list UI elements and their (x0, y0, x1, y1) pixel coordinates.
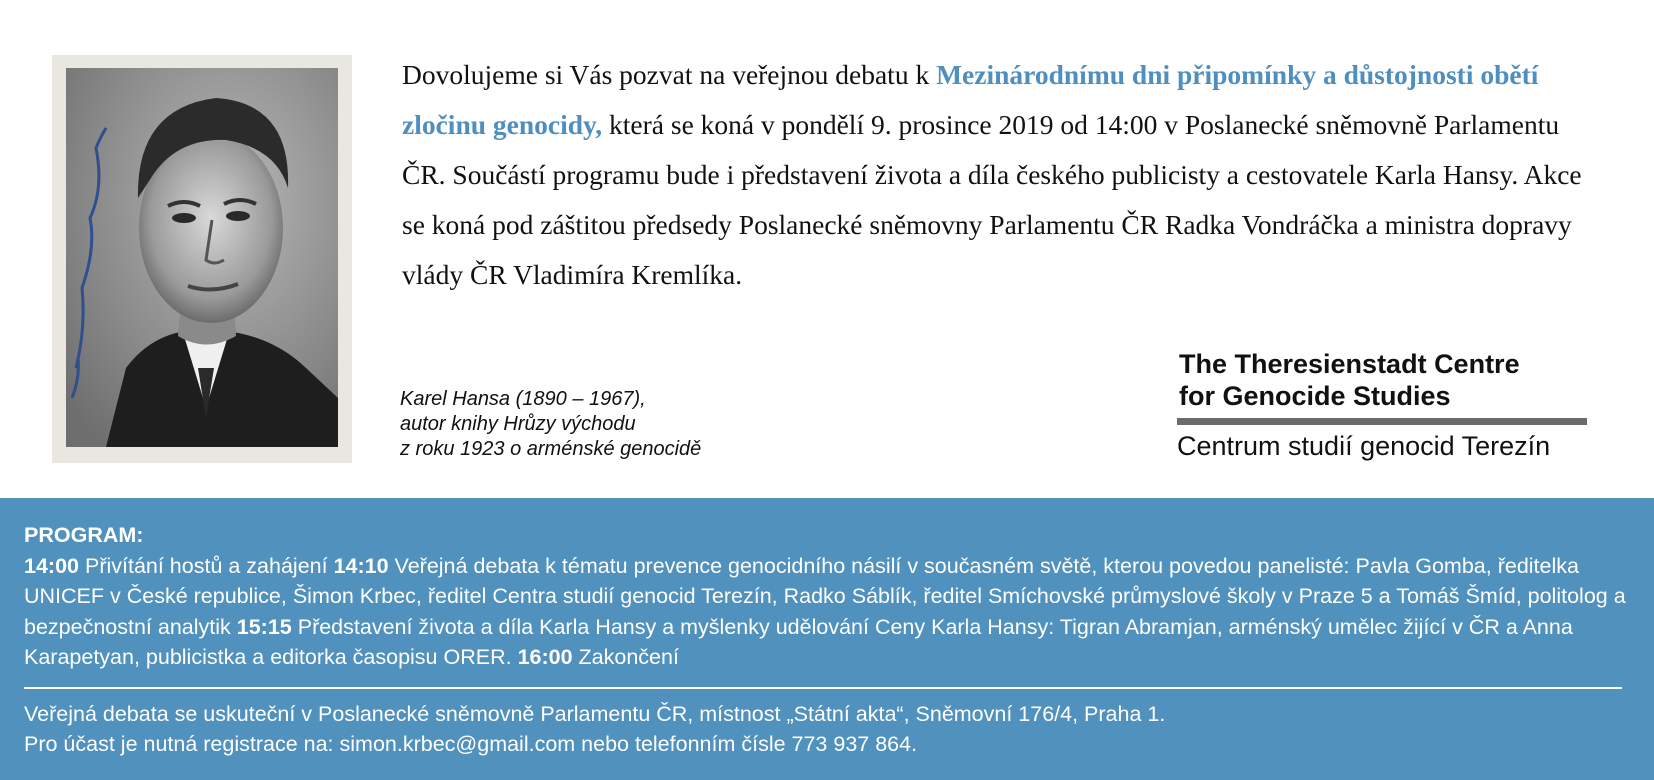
item-1: Přivítání hostů a zahájení (79, 553, 334, 578)
event-highlight: Mezinárodnímu dni připomínky a důstojnosti obětí zločinu genocidy, (402, 59, 1539, 140)
portrait-photo (52, 55, 352, 463)
logo-czech-name: Centrum studií genocid Terezín (1177, 431, 1551, 461)
time-2: 14:10 (333, 553, 389, 578)
organizer-logo (1177, 348, 1587, 464)
time-1: 14:00 (24, 553, 79, 578)
portrait-image (66, 68, 338, 447)
registration-info: Pro účast je nutná registrace na: simon.krbec@gmail.com nebo telefonním čísle 773 937 864. (24, 732, 918, 756)
program-schedule (24, 551, 1630, 673)
logo-english-name: The Theresienstadt Centre for Genocide Studies (1179, 349, 1520, 411)
invitation-text (402, 50, 1602, 300)
item-2: Veřejná debata k tématu prevence genocidního násilí v současném světě, kterou povedou panelisté: Pavla Gomba, ředitelka UNICEF v České republice, Šimon Krbec, ředitel Centra studií genocid Terezín, Radko Sáblík, ředitel Smíchovské průmyslové školy v Praze 5 a Tomáš Šmíd, politolog a bezpečnostní analytik (24, 553, 1626, 639)
logo-bar (1177, 418, 1587, 425)
photo-caption: Karel Hansa (1890 – 1967), autor knihy Hrůzy východu z roku 1923 o arménské genocidě (400, 388, 702, 460)
item-4: Zakončení (572, 645, 679, 669)
venue-info: Veřejná debata se uskuteční v Poslanecké sněmovně Parlamentu ČR, místnost „Státní akta“, Sněmovní 176/4, Praha 1. (24, 701, 1166, 726)
program-heading: PROGRAM: (24, 523, 144, 547)
invitation-text-part2: která se koná v pondělí 9. prosince 2019 od 14:00 v Poslanecké sněmovně Parlamentu ČR. Součástí programu bude i představení života a díla českého publicisty a cestovatele Karla Hansy. Akce se koná pod záštitou předsedy Poslanecké sněmovny Parlamentu ČR Radka Vondráčka a ministra dopravy vlády ČR Vladimíra Kremlíka. (402, 109, 1582, 290)
program-section (0, 498, 1654, 780)
invitation-text-part1: Dovolujeme si Vás pozvat na veřejnou debatu k (402, 59, 937, 90)
program-divider (24, 687, 1622, 689)
item-3: Představení života a díla Karla Hansy a myšlenky udělování Ceny Karla Hansy: Tigran Abramjan, arménský umělec žijící v ČR a Anna Karapetyan, publicistka a editorka časopisu ORER. (24, 614, 1573, 669)
time-4: 16:00 (517, 645, 573, 669)
time-3: 15:15 (236, 614, 292, 639)
